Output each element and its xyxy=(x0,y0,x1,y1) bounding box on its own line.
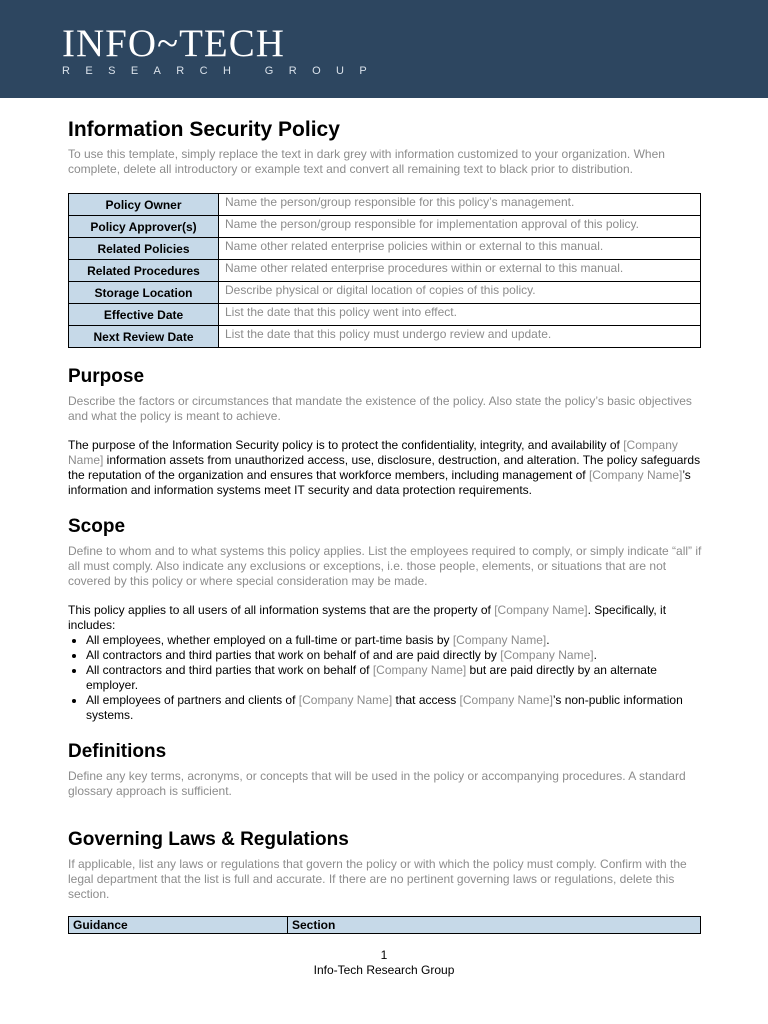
row-value: List the date that this policy must undergo review and update. xyxy=(219,326,701,348)
company-logo: INFO~TECH xyxy=(62,22,285,65)
list-item-text: All employees, whether employed on a full-time or part-time basis by xyxy=(86,633,453,647)
row-label: Effective Date xyxy=(69,304,219,326)
company-logo-tagline: RESEARCH GROUP xyxy=(62,65,383,77)
company-name-placeholder: [Company Name] xyxy=(500,648,594,662)
page-number: 1 xyxy=(380,948,388,962)
row-label: Policy Owner xyxy=(69,194,219,216)
list-item xyxy=(86,693,704,723)
table-row xyxy=(69,238,701,260)
company-name-placeholder: [Company Name] xyxy=(452,633,547,647)
column-header-guidance: Guidance xyxy=(69,917,288,934)
list-item-text: but are paid directly by an alternate employer. xyxy=(86,663,657,692)
purpose-text-1: The purpose of the Information Security policy is to protect the confidentiality, integrity, and availability of xyxy=(68,438,620,452)
list-item xyxy=(86,648,704,663)
company-name-placeholder: [Company Name] xyxy=(372,663,467,677)
table-row xyxy=(69,304,701,326)
column-header-section: Section xyxy=(288,917,701,934)
laws-table xyxy=(68,916,701,934)
row-label: Next Review Date xyxy=(69,326,219,348)
laws-heading: Governing Laws & Regulations xyxy=(68,829,349,850)
list-item-text: All contractors and third parties that work on behalf of xyxy=(86,663,373,677)
laws-guidance: If applicable, list any laws or regulations that govern the policy or with which the policy must comply. Confirm with the legal department that the list is full and accurate. If there are no pertinent governing laws or regulations, delete this section. xyxy=(68,857,687,901)
company-name-placeholder: [Company Name] xyxy=(298,693,393,707)
row-label: Policy Approver(s) xyxy=(69,216,219,238)
scope-guidance: Define to whom and to what systems this policy applies. List the employees required to comply, or simply indicate “all” if all must comply. Also indicate any exclusions or exceptions, i.e. those people, elements, or situations that are not covered by this policy or where special consideration may be made. xyxy=(68,544,702,588)
row-value: Name other related enterprise policies within or external to this manual. xyxy=(219,238,701,260)
list-item-text: All contractors and third parties that work on behalf of and are paid directly by xyxy=(86,648,501,662)
company-name-placeholder: [Company Name] xyxy=(68,438,678,467)
policy-info-table xyxy=(68,193,701,348)
purpose-guidance: Describe the factors or circumstances that mandate the existence of the policy. Also state the policy’s basic objectives and what the policy is meant to achieve. xyxy=(68,394,692,423)
document-body xyxy=(68,116,704,934)
table-row xyxy=(69,326,701,348)
list-item-text: that access xyxy=(392,693,460,707)
intro-guidance: To use this template, simply replace the text in dark grey with information customized to your organization. When complete, delete all introductory or example text and convert all remaining text to black prior to distribution. xyxy=(68,147,665,176)
list-item xyxy=(86,633,704,648)
table-row xyxy=(69,260,701,282)
row-value: List the date that this policy went into effect. xyxy=(219,304,701,326)
list-item xyxy=(86,663,704,693)
row-value: Describe physical or digital location of copies of this policy. xyxy=(219,282,701,304)
page-title: Information Security Policy xyxy=(68,118,340,141)
scope-list xyxy=(68,633,704,723)
definitions-heading: Definitions xyxy=(68,741,167,762)
company-name-placeholder: [Company Name] xyxy=(588,468,683,482)
table-row xyxy=(69,282,701,304)
scope-intro-text-2: . Specifically, it includes: xyxy=(68,603,667,632)
row-value: Name other related enterprise procedures within or external to this manual. xyxy=(219,260,701,282)
table-row xyxy=(69,194,701,216)
purpose-text-3: ’s information and information systems meet IT security and data protection requirements. xyxy=(68,468,691,497)
row-label: Storage Location xyxy=(69,282,219,304)
purpose-heading: Purpose xyxy=(68,366,145,387)
row-label: Related Policies xyxy=(69,238,219,260)
table-header-row xyxy=(69,917,701,934)
purpose-text-2: information assets from unauthorized access, use, disclosure, destruction, and alteration. The policy safeguards the reputation of the organization and ensures that workforce members, including management of xyxy=(68,453,701,482)
company-name-placeholder: [Company Name] xyxy=(459,693,553,707)
row-value: Name the person/group responsible for this policy’s management. xyxy=(219,194,701,216)
list-item-text: All employees of partners and clients of xyxy=(86,693,299,707)
scope-heading: Scope xyxy=(68,516,126,537)
list-item-text: . xyxy=(593,648,597,662)
table-row xyxy=(69,216,701,238)
scope-intro xyxy=(68,603,704,633)
scope-intro-text-1: This policy applies to all users of all information systems that are the property of xyxy=(68,603,495,617)
list-item-text: ’s non-public information systems. xyxy=(86,693,683,722)
row-label: Related Procedures xyxy=(69,260,219,282)
list-item-text: . xyxy=(546,633,550,647)
purpose-paragraph xyxy=(68,438,704,498)
footer-org: Info-Tech Research Group xyxy=(313,963,455,977)
header-banner xyxy=(0,0,768,98)
company-name-placeholder: [Company Name] xyxy=(494,603,588,617)
row-value: Name the person/group responsible for implementation approval of this policy. xyxy=(219,216,701,238)
definitions-guidance: Define any key terms, acronyms, or concepts that will be used in the policy or accompanying procedures. A standard glossary approach is sufficient. xyxy=(68,769,686,798)
